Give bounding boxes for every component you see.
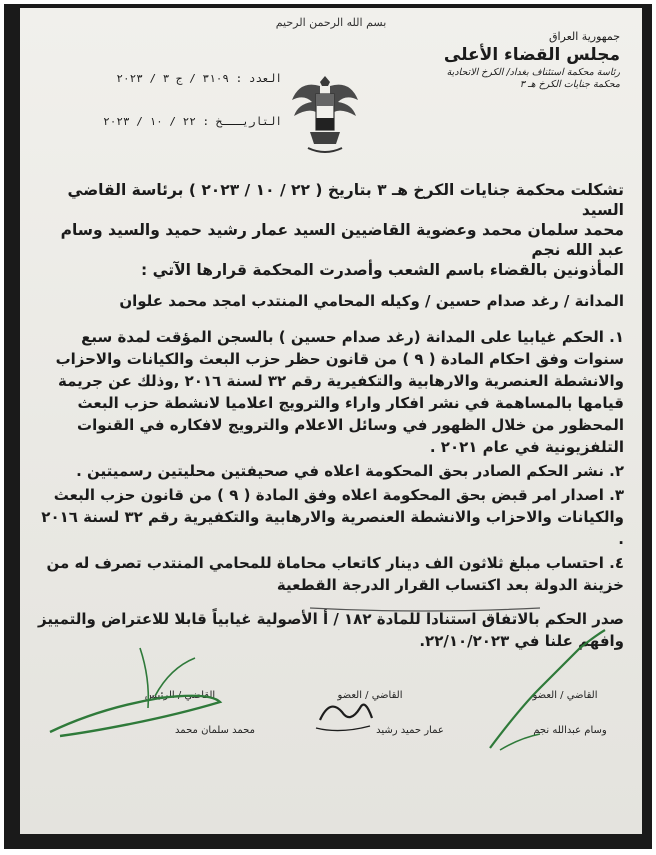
- member2-signature-underline: [500, 734, 540, 750]
- signature-name-member-2: وسام عبدالله نجم: [533, 725, 607, 736]
- verdict-line-1: صدر الحكم بالاتفاق استنادا للمادة ١٨٢ / أ الأصولية غيابياً قابلا للاعتراض والتمييز: [38, 610, 624, 628]
- signature-role-member-1: القاضي / العضو: [337, 690, 403, 701]
- photo-frame: [4, 4, 652, 849]
- signature-name-president: محمد سلمان محمد: [175, 725, 255, 736]
- verdict-line-2: وافهم علنا في ٢٢/١٠/٢٠٢٣.: [419, 632, 624, 650]
- case-parties: المدانة / رغد صدام حسين / وكيله المحامي المنتدب امجد محمد علوان: [119, 292, 624, 310]
- letterhead: [400, 30, 620, 90]
- ruling-item-2: ٢. نشر الحكم الصادر بحق المحكومة اعلاه في صحيفتين محليتين رسميتين .: [76, 462, 624, 480]
- intro-line-2: محمد سلمان محمد وعضوية القاضيين السيد عمار رشيد حميد والسيد وسام عبد الله نجم: [60, 221, 624, 259]
- reference-number: العدد : ٣١٠٩ / ج ٣ / ٢٠٢٣: [116, 72, 282, 85]
- signature-role-member-2: القاضي / العضو: [532, 690, 598, 701]
- ruling-item-3: ٣. اصدار امر قبض بحق المحكومة اعلاه وفق المادة ( ٩ ) من قانون حزب البعث والكيانات والاحزاب والانشطة العنصرية والارهابية والتكفيرية رقم ٣٢ لسنة ٢٠١٦ .: [41, 486, 624, 548]
- court-document: [20, 8, 642, 834]
- member1-signature-stroke: [320, 705, 372, 720]
- signature-role-president: القاضي / الرئيس: [144, 690, 216, 701]
- verdict-statement: [34, 608, 624, 652]
- intro-line-1: تشكلت محكمة جنايات الكرخ هـ ٣ بتاريخ ( ٢٢ / ١٠ / ٢٠٢٣ ) برئاسة القاضي السيد: [67, 181, 624, 219]
- basmala: بسم الله الرحمن الرحيم: [275, 16, 387, 29]
- intro-line-3: المأذونين بالقضاء باسم الشعب وأصدرت المحكمة قرارها الآتي :: [141, 261, 624, 279]
- judgment-intro: [34, 180, 624, 280]
- country-name: جمهورية العراق: [548, 30, 620, 43]
- ruling-item-4: ٤. احتساب مبلغ ثلاثون الف دينار كاتعاب محاماة للمحامي المنتدب تصرف له من خزينة الدولة بعد اكتساب القرار الدرجة القطعية: [46, 554, 624, 594]
- reference-block: [92, 72, 282, 158]
- signature-name-member-1: عمار حميد رشيد: [376, 725, 444, 736]
- eagle-emblem-icon: [290, 72, 360, 164]
- court-name: محكمة جنايات الكرخ هـ ٣: [519, 79, 620, 90]
- council-name: مجلس القضاء الأعلى: [443, 45, 620, 65]
- ruling-item-1: ١. الحكم غيابيا على المدانة (رغد صدام حسين ) بالسجن المؤقت لمدة سبع سنوات وفق احكام المادة ( ٩ ) من قانون حظر حزب البعث والكيانات والاحزاب والانشطة العنصرية والارهابية والتكفيرية رقم ٣٢ لسنة ٢٠١٦ ,وذلك عن جريمة قيامها بالمساهمة في نشر افكار واراء والترويج اعلاميا لانشطة حزب البعث المحظور من خلال الظهور في وسائل الاعلام والترويج لافكاره في القنوات التلفزيونية في عام ٢٠٢١ .: [55, 328, 624, 456]
- ruling-items: [34, 326, 624, 598]
- presidency-name: رئاسة محكمة استئناف بغداد/ الكرخ الاتحادية: [446, 67, 620, 78]
- reference-date: التاريـــخ : ٢٢ / ١٠ / ٢٠٢٣: [103, 115, 282, 128]
